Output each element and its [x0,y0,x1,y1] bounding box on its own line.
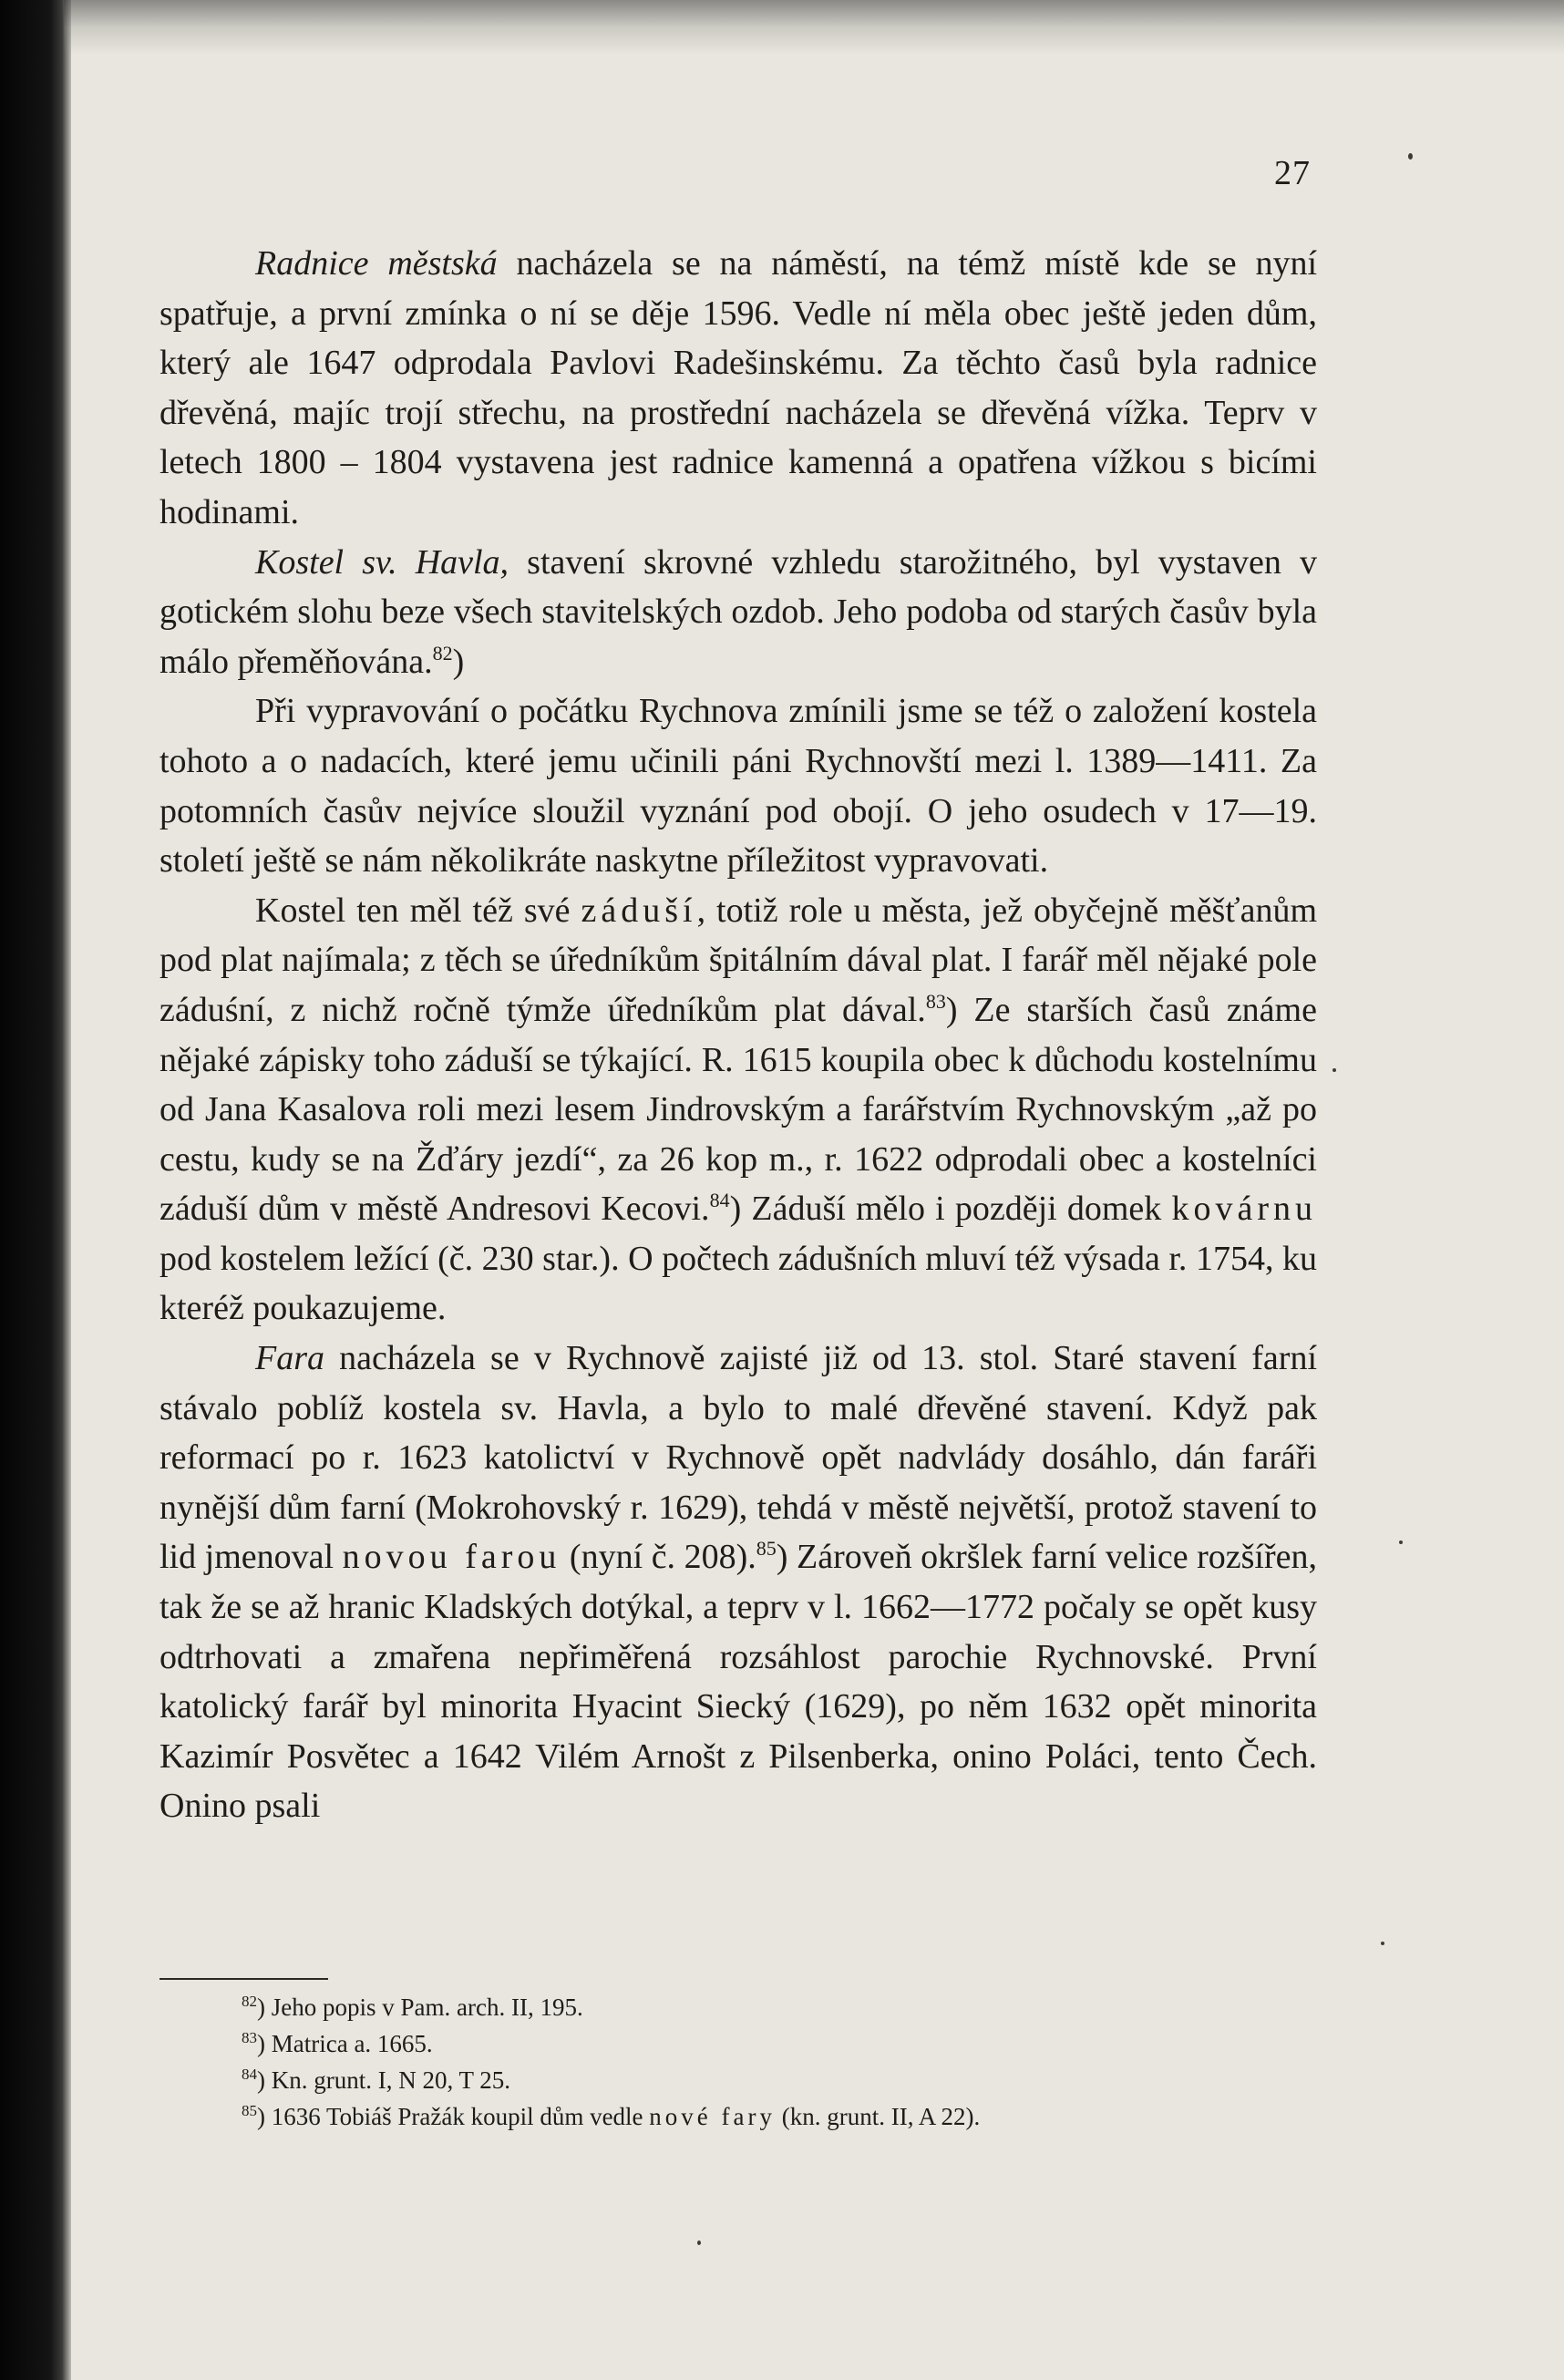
footnote-number: 83 [242,2029,257,2046]
scan-speck [1332,1068,1336,1072]
footnotes [242,1989,1317,2135]
footnote [242,2062,1317,2098]
footnote-ref: 85 [756,1537,777,1561]
scan-top-shadow [64,0,1564,55]
text-run: Při vypravování o počátku Rychnova zmínili jsme se též o založení kostela tohoto a o nadacích, které jemu učinili páni Rychnovští mezi l. 1389—1411. Za potomních časův nejvíce sloužil vyznání pod obojí. O jeho osudech v 17—19. století ještě se nám několikráte naskytne příležitost vypravovati. [159,692,1317,881]
italic-heading: Kostel sv. Havla, [255,542,509,582]
scan-speck [697,2241,701,2245]
paragraph [159,686,1317,885]
paragraph [159,886,1317,1334]
footnote-paren: ) [257,2066,265,2094]
scan-binding-shadow [0,0,71,2380]
footnote [242,2098,1317,2135]
text-run: 1636 Tobiáš Pražák koupil dům vedle [265,2103,650,2130]
text-run: nacházela se v Rychnově zajisté již od 13. stol. Staré stavení farní stávalo poblíž kostela sv. Havla, a bylo to malé dřevěné stavení. Když pak reformací po r. 1623 katolictví v Rychnově opět nadvlády dosáhlo, dán faráři nynější dům farní (Mokrohovský r. 1629), tehdá v městě největší, protož stavení to lid jmenoval [159,1339,1317,1577]
text-run: ) Zároveň okršlek farní velice rozšířen, tak že se až hranic Kladských dotýkal, a teprv v l. 1662—1772 počaly se opět kusy odtrhovati a zmařena nepřiměřená rozsáhlost parochie Rychnovské. První katolický farář byl minorita Hyacint Siecký (1629), po něm 1632 opět minorita Kazimír Posvětec a 1642 Vilém Arnošt z Pilsenberka, onino Poláci, tento Čech. Onino psali [159,1538,1318,1826]
paragraph [159,1334,1317,1831]
text-run: ) Ze starších časů známe nějaké zápisky toho záduší se týkající. R. 1615 koupila obec k důchodu kostelnímu od Jana Kasalova roli mezi lesem Jindrovským a farářstvím Rychnovským „až po cestu, kudy se na Žďáry jezdí“, za 26 kop m., r. 1622 odprodali obec a kostelníci záduší dům v městě Andresovi Kecovi. [159,990,1317,1229]
scan-speck [1408,153,1413,160]
footnote-paren: ) [257,2030,265,2057]
text-run: Jeho popis v Pam. arch. II, 195. [265,1994,583,2021]
text-run: Matrica a. 1665. [265,2030,433,2057]
spaced-term: záduší [581,891,697,930]
italic-heading: Fara [255,1339,324,1378]
footnote-number: 84 [242,2066,257,2083]
footnote-rule [159,1978,328,1980]
paragraph [159,538,1317,687]
text-run: stavení skrovné vzhledu starožitného, byl vystaven v gotickém slohu beze všech stavitelských ozdob. Jeho podoba od starých časův byla málo přeměňována. [159,542,1317,681]
footnote-paren: ) [257,2103,265,2130]
text-run: (nyní č. 208). [561,1538,756,1577]
footnote-number: 85 [242,2102,257,2119]
footnote-ref: 84 [709,1189,730,1212]
text-run: Kn. grunt. I, N 20, T 25. [265,2066,510,2094]
scan-speck [1399,1540,1403,1544]
text-run: ) [452,642,465,681]
footnote-paren: ) [257,1994,265,2021]
text-run: , totiž role u města, jež obyčejně měšťanům pod plat najímala; z těch se úředníkům špitálním dával plat. I farář měl nějaké pole záduśní, z nichž ročně týmže úředníkům plat dával. [159,891,1318,1029]
footnote-ref: 82 [432,641,453,665]
footnote-number: 82 [242,1993,257,2010]
text-run: pod kostelem ležící (č. 230 star.). O počtech zádušních mluví též výsada r. 1754, ku kteréž poukazujeme. [159,1239,1317,1328]
spaced-term: novou farou [342,1538,561,1577]
italic-heading: Radnice městská [255,244,498,283]
footnote-ref: 83 [925,989,946,1013]
text-run: nacházela se na náměstí, na témž místě kde se nyní spatřuje, a první zmínka o ní se děje 1596. Vedle ní měla obec ještě jeden dům, který ale 1647 odprodala Pavlovi Radešinskému. Za těchto časů byla radnice dřevěná, majíc trojí střechu, na prostřední nacházela se dřevěná vížka. Teprv v letech 1800 – 1804 vystavena jest radnice kamenná a opatřena vížkou s bicími hodinami. [159,244,1317,531]
scan-speck [1381,1942,1384,1945]
spaced-term: kovárnu [1171,1190,1317,1229]
body-text [159,239,1317,1831]
text-run: Kostel ten měl též své [255,891,581,930]
text-run: ) Záduší mělo i později domek [729,1190,1172,1229]
spaced-term: nové fary [649,2103,776,2130]
paragraph [159,239,1317,538]
footnote [242,1989,1317,2025]
page-number: 27 [1274,154,1311,192]
text-run: (kn. grunt. II, A 22). [776,2103,981,2130]
footnote [242,2025,1317,2062]
